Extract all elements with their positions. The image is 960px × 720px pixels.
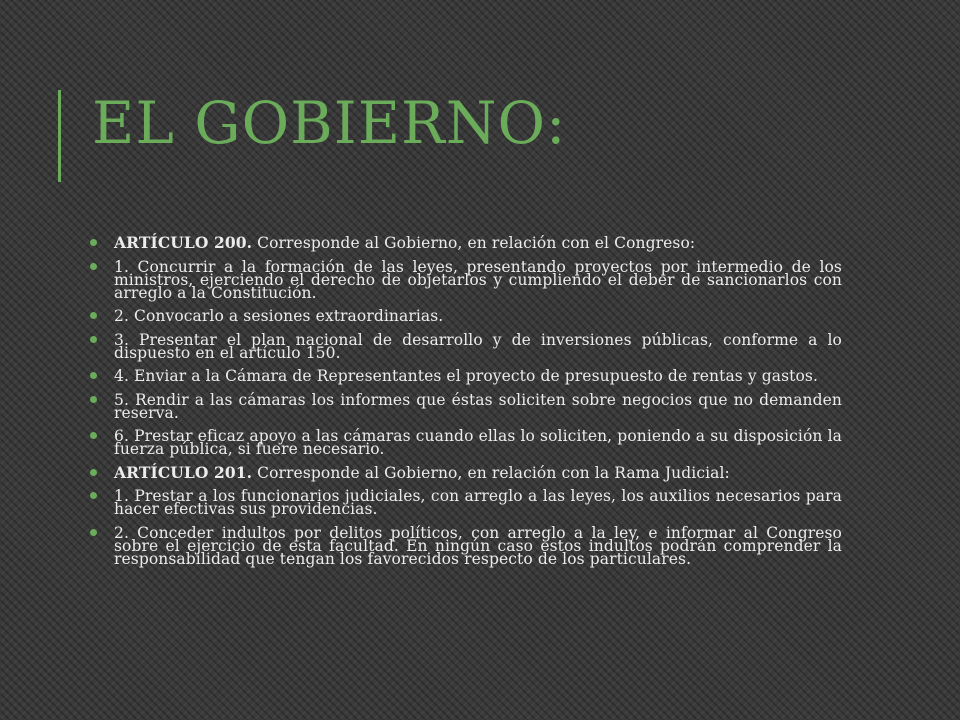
bullet-list: [90, 233, 842, 575]
item-text: Corresponde al Gobierno, en relación con la Rama Judicial:: [252, 463, 730, 482]
item-text: 6. Prestar eficaz apoyo a las cámaras cuando ellas lo soliciten, poniendo a su disposición la fuerza pública, si fuere necesario.: [114, 427, 842, 458]
item-text: 4. Enviar a la Cámara de Representantes el proyecto de presupuesto de rentas y gastos.: [114, 367, 819, 385]
bullet-item: [90, 462, 842, 482]
bullet-item: [90, 257, 842, 302]
item-text: 3. Presentar el plan nacional de desarrollo y de inversiones públicas, conforme a lo dispuesto en el artículo 150.: [114, 330, 842, 362]
bullet-icon: [90, 372, 97, 379]
bullet-item: [90, 390, 842, 422]
slide-title: EL GOBIERNO:: [92, 89, 567, 157]
item-text: 2. Conceder indultos por delitos políticos, con arreglo a la ley, e informar al Congreso sobre el ejercicio de esta facultad. En ningún caso estos indultos podrán comprender la responsabilidad que tengan los favorecidos respecto de los particulares.: [114, 523, 842, 568]
title-accent-bar: [58, 90, 61, 182]
bullet-icon: [90, 312, 97, 319]
bullet-icon: [90, 263, 97, 270]
item-text: 2. Convocarlo a sesiones extraordinarias.: [114, 307, 444, 325]
item-text: 5. Rendir a las cámaras los informes que éstas soliciten sobre negocios que no demanden reserva.: [114, 390, 842, 422]
bullet-item: [90, 429, 842, 456]
bullet-item: [90, 233, 842, 252]
bullet-icon: [90, 336, 97, 343]
bullet-item: [90, 330, 842, 362]
bullet-icon: [90, 396, 97, 403]
bullet-icon: [90, 469, 97, 476]
bullet-icon: [90, 432, 97, 439]
bullet-icon: [90, 239, 97, 246]
bullet-item: [90, 369, 842, 383]
bullet-icon: [90, 492, 97, 499]
item-text: Corresponde al Gobierno, en relación con el Congreso:: [252, 234, 696, 252]
item-bold-label: ARTÍCULO 201.: [114, 462, 253, 482]
bullet-icon: [90, 529, 97, 536]
item-text: 1. Prestar a los funcionarios judiciales, con arreglo a las leyes, los auxilios necesarios para hacer efectivas sus providencias.: [114, 487, 842, 518]
bullet-item: [90, 309, 842, 323]
bullet-item: [90, 489, 842, 516]
item-bold-label: ARTÍCULO 200.: [114, 233, 253, 252]
item-text: 1. Concurrir a la formación de las leyes, presentando proyectos por intermedio de los ministros, ejerciendo el derecho de objetarlos y cumpliendo el deber de sancionarlos con arreglo a la Constitución.: [114, 257, 842, 302]
bullet-item: [90, 523, 842, 568]
